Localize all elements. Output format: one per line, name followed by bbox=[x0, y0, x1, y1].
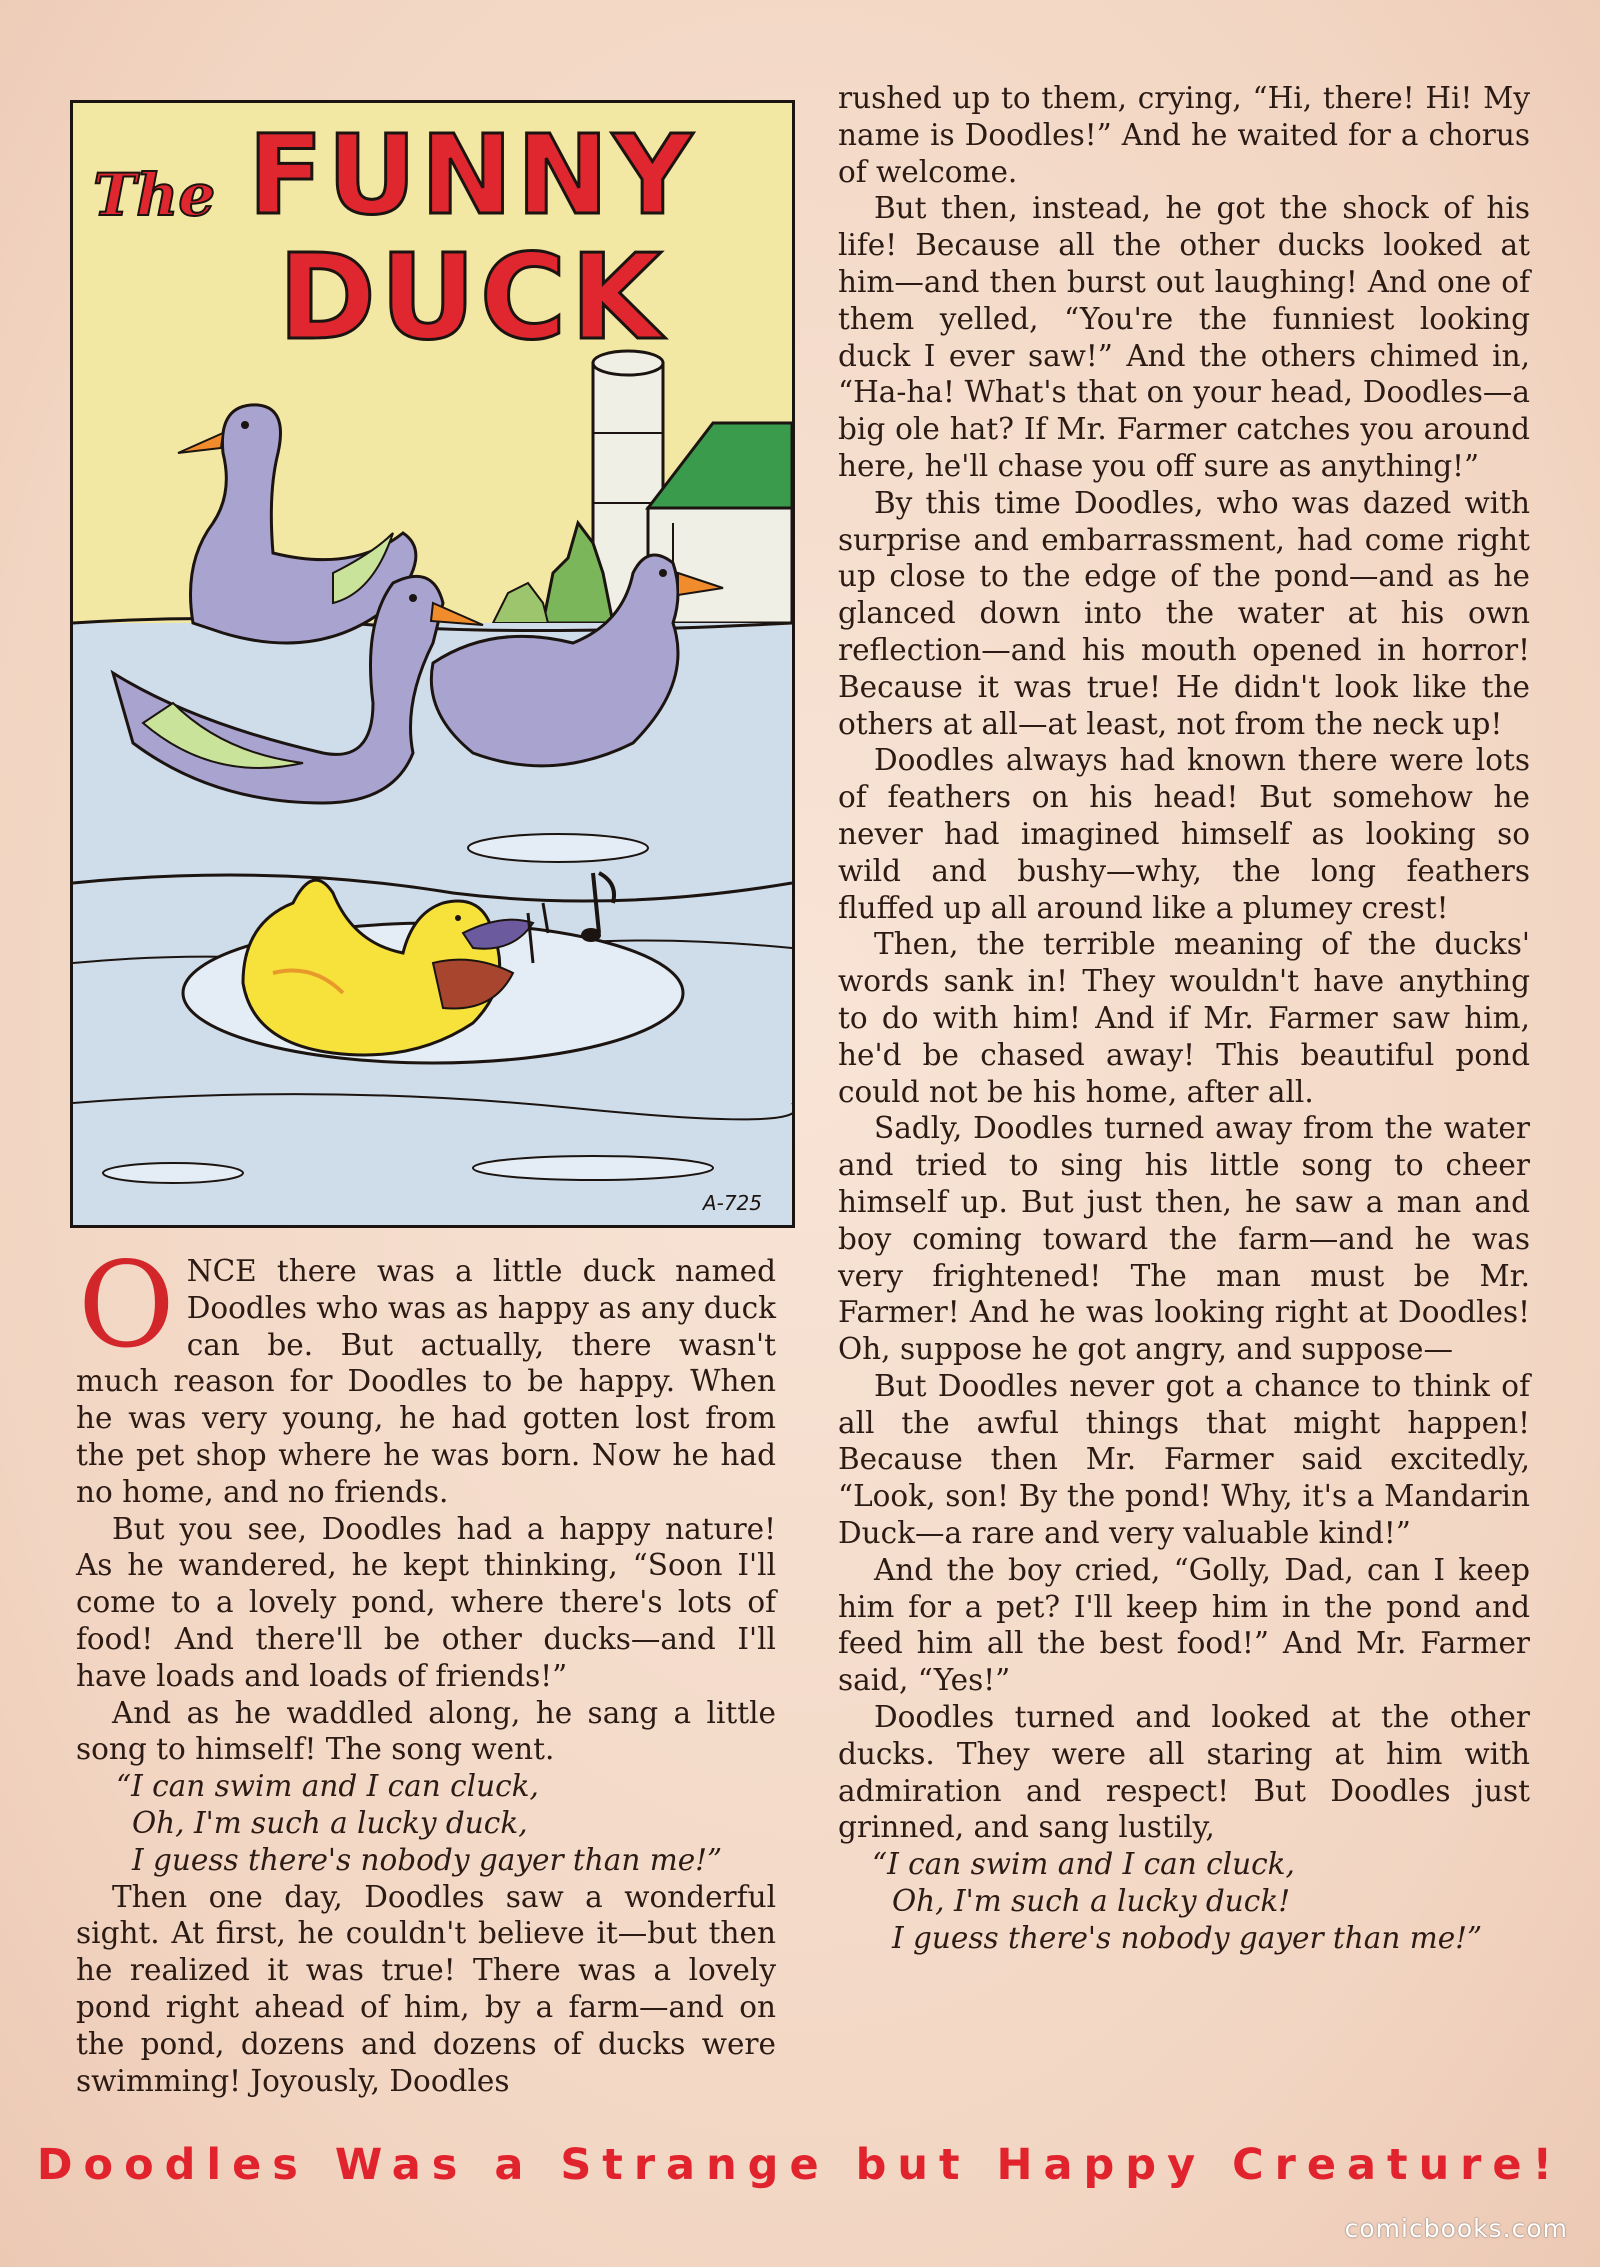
story-paragraph: But Doodles never got a chance to think of all the awful things that might happen! Because then Mr. Farmer said excitedly, “Look, son! By the pond! Why, it's a Mandarin Duck—a rare and very valuable kind!” bbox=[838, 1368, 1530, 1551]
song-line: “I can swim and I can cluck, bbox=[872, 1847, 1295, 1882]
song-line: I guess there's nobody gayer than me!” bbox=[892, 1920, 1483, 1955]
panel-code: A-725 bbox=[702, 1191, 762, 1215]
drop-cap: O bbox=[78, 1236, 175, 1374]
story-paragraph: Doodles always had known there were lots of feathers on his head! But somehow he never had imagined himself as looking so wild and bushy—why, the long feathers fluffed up all around like a plumey crest! bbox=[838, 743, 1530, 925]
story-right-column bbox=[838, 80, 1530, 1957]
story-paragraph: rushed up to them, crying, “Hi, there! Hi! My name is Doodles!” And he waited for a chorus of welcome. bbox=[838, 81, 1530, 189]
title-the: The bbox=[93, 161, 216, 229]
pond-illustration bbox=[73, 103, 792, 1225]
song-verse bbox=[76, 1768, 776, 1878]
story-paragraph: By this time Doodles, who was dazed with surprise and embarrassment, had come right up close to the edge of the pond—and as he glanced down into the water at his own reflection—and his mouth opened in horror! Because it was true! He didn't look like the others at all—at least, not from the neck up! bbox=[838, 485, 1530, 741]
title-line2: DUCK bbox=[278, 228, 666, 366]
watermark: comicbooks.com bbox=[1344, 2214, 1568, 2243]
song-line: “I can swim and I can cluck, bbox=[116, 1769, 539, 1804]
story-paragraph: Sadly, Doodles turned away from the water and tried to sing his little song to cheer himself up. But just then, he saw a man and boy coming toward the farm—and he was very frightened! The man must be Mr. Farmer! And he was looking right at Doodles! Oh, suppose he got angry, and suppose— bbox=[838, 1111, 1530, 1367]
story-paragraph: And the boy cried, “Golly, Dad, can I keep him for a pet? I'll keep him in the pond and feed him all the best food!” And Mr. Farmer said, “Yes!” bbox=[838, 1552, 1530, 1698]
song-verse bbox=[838, 1846, 1530, 1956]
story-paragraph: And as he waddled along, he sang a little song to himself! The song went. bbox=[76, 1695, 776, 1767]
story-paragraph: ONCE there was a little duck named Doodles who was as happy as any duck can be. But actually, there wasn't much reason for Doodles to be happy. When he was very young, he had gotten lost from the pet shop where he was born. Now he had no home, and no friends. bbox=[76, 1236, 776, 1509]
story-paragraph: But then, instead, he got the shock of his life! Because all the other ducks looked at him—and then burst out laughing! And one of them yelled, “You're the funniest looking duck I ever saw!” And the others chimed in, “Ha-ha! What's that on your head, Doodles—a big ole hat? If Mr. Farmer catches you around here, he'll chase you off sure as anything!” bbox=[838, 191, 1530, 483]
title-line1: FUNNY bbox=[248, 111, 697, 239]
story-paragraph: Doodles turned and looked at the other ducks. They were all staring at him with admiration and respect! But Doodles just grinned, and sang lustily, bbox=[838, 1700, 1530, 1845]
song-line: Oh, I'm such a lucky duck, bbox=[132, 1805, 528, 1840]
story-left-column bbox=[76, 1236, 776, 2099]
story-paragraph: But you see, Doodles had a happy nature! As he wandered, he kept thinking, “Soon I'll come to a lovely pond, where there's lots of food! And there'll be other ducks—and I'll have loads and loads of friends!” bbox=[76, 1511, 776, 1693]
story-paragraph: Then one day, Doodles saw a wonderful sight. At first, he couldn't believe it—but then he realized it was true! There was a lovely pond right ahead of him, by a farm—and on the pond, dozens and dozens of ducks were swimming! Joyously, Doodles bbox=[76, 1879, 776, 2098]
song-line: I guess there's nobody gayer than me!” bbox=[132, 1842, 723, 1877]
illustration-panel bbox=[70, 100, 795, 1228]
song-line: Oh, I'm such a lucky duck! bbox=[892, 1884, 1291, 1919]
page-tagline: Doodles Was a Strange but Happy Creature! bbox=[36, 2140, 1564, 2190]
story-paragraph: Then, the terrible meaning of the ducks' words sank in! They wouldn't have anything to do with him! And if Mr. Farmer saw him, he'd be chased away! This beautiful pond could not be his home, after all. bbox=[838, 927, 1530, 1109]
